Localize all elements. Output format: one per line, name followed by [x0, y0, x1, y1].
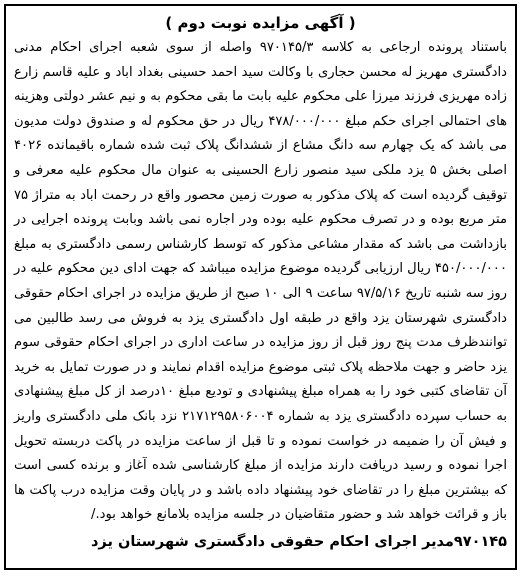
notice-body: باستناد پرونده ارجاعی به کلاسه ۹۷۰۱۴۵/۳ واصله از سوی شعبه اجرای احکام مدنی دادگستری مهریز له محسن حجاری با وکالت سید احمد حسینی بغداد اباد و علیه قاسم زارع زاده مهریزی فرزند میرزا علی محکوم علیه بابت ما بقی محکوم به و نیم عشر دولتی وهزینه های احتمالی اجرای حکم مبلغ ۴۷۸/۰۰۰/۰۰۰ ریال در حق محکوم له و صندوق دولت مدیون می باشد که یک چهارم سه دانگ مشاع از ششدانگ پلاک ثبت شده شماره باقیمانده ۴۰۲۶ اصلی بخش ۵ یزد ملکی سید منصور زارع الحسینی به عنوان مال محکوم علیه معرفی و توقیف گردیده است که پلاک مذکور به صورت زمین محصور واقع در رحمت اباد به متراژ ۷۵ متر مربع بوده و در تصرف محکوم علیه بوده ودر اجاره نمی باشد وبابت پرونده اجرایی در بازداشت می باشد که مقدار مشاعی مذکور که توسط کارشناس رسمی دادگستری به مبلغ ۴۵۰/۰۰۰/۰۰۰ ریال ارزیابی گردیده موضوع مزایده میباشد که جهت ادای دین محکوم علیه در روز سه شنبه تاریخ ۹۷/۵/۱۶ ساعت ۹ الی ۱۰ صبح از طریق مزایده در اجرای احکام حقوقی دادگستری شهرستان یزد واقع در طبقه اول دادگستری یزد به فروش می رسد طالبین می توانندظرف مدت پنج روز قبل از روز مزایده در ساعت اداری در اجرای احکام حقوقی سوم یزد حاضر و جهت ملاحظه پلاک ثبتی موضوع مزایده اقدام نمایند و در صورت تمایل به خرید آن تقاضای کتبی خود را به همراه مبلغ پیشنهادی و تودیع مبلغ ۱۰درصد از کل مبلغ پیشنهادی به حساب سپرده دادگستری یزد به شماره ۲۱۷۱۲۹۵۸۰۶۰۰۴ نزد بانک ملی دادگستری واریز و فیش آن را ضمیمه در خواست نموده و تا قبل از ساعت مزایده در پاکت دربسته تحویل اجرا نموده و رسید دریافت دارند مزایده از مبلغ کارشناسی شده آغاز و برنده کسی است که بیشترین مبلغ را در تقاضای خود پیشنهاد داده باشد و در پایان وقت مزایده درب پاکت ها باز و قرائت خواهد شد و حضور متقاضیان در جلسه مزایده بلامانع خواهد بود./	[14, 40, 508, 523]
notice-title: ( آگهی مزایده نوبت دوم )	[165, 14, 356, 32]
notice-signature: ۹۷۰۱۴۵مدیر اجرای احکام حقوقی دادگستری شهرستان یزد	[90, 533, 507, 550]
auction-notice	[4, 4, 517, 570]
